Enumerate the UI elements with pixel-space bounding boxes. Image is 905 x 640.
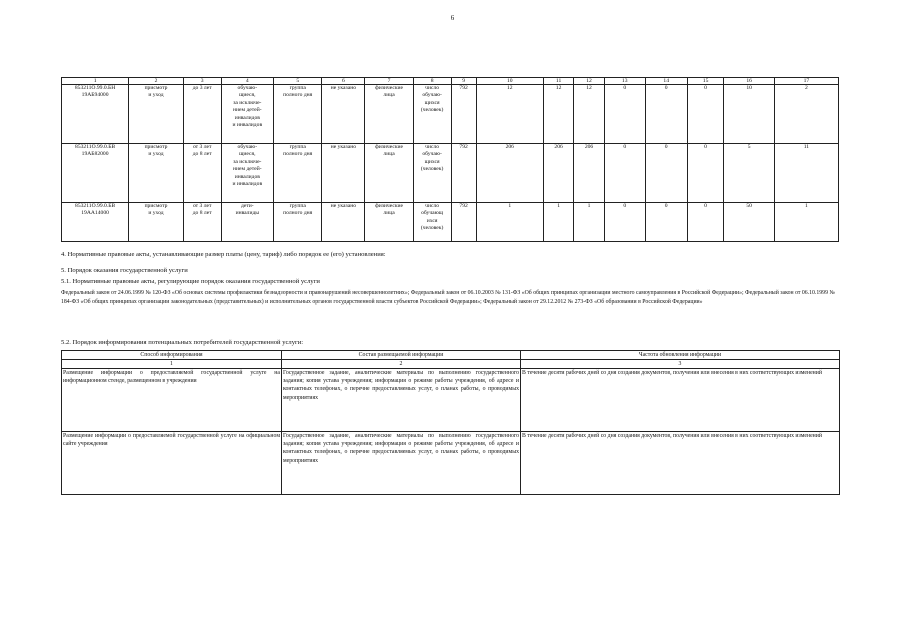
table-cell: присмотр и уход: [129, 144, 184, 203]
table-cell: группа полного дня: [274, 85, 322, 144]
table-cell: 12: [574, 85, 604, 144]
column-number: 9: [451, 78, 476, 85]
table-cell: 0: [604, 85, 645, 144]
table-cell: группа полного дня: [274, 144, 322, 203]
table-cell: 11: [774, 144, 838, 203]
table-cell: 12: [476, 85, 543, 144]
method-cell: Размещение информации о предоставляемой государственной услуге на официальном сайте учреждения: [62, 432, 282, 495]
column-number: 2: [282, 360, 521, 369]
table-cell: физические лица: [365, 85, 413, 144]
column-number: 8: [413, 78, 451, 85]
table-cell: группа полного дня: [274, 203, 322, 242]
column-number: 14: [645, 78, 687, 85]
table-cell: обучаю- щиеся, за исключе- нием детей- инвалидов и инвалидов: [221, 144, 273, 203]
column-number: 17: [774, 78, 838, 85]
table-cell: присмотр и уход: [129, 203, 184, 242]
table-cell: 1: [543, 203, 573, 242]
table-cell: не указано: [322, 85, 365, 144]
table-cell: 0: [687, 85, 724, 144]
page-number: 6: [450, 14, 455, 22]
table-cell: 10: [724, 85, 774, 144]
informing-number-row: [62, 360, 840, 369]
table-cell: 50: [724, 203, 774, 242]
table-cell: от 3 лет до 8 лет: [183, 203, 221, 242]
laws-paragraph: Федеральный закон от 24.06.1999 № 120-ФЗ «Об основах системы профилактики безнадзорности и правонарушений несовершеннолетних»; Федеральный закон от 06.10.2003 № 131-ФЗ «Об общих принципах организации местного самоуправления в Российской Федерации»; Федеральный закон от 06.10.1999 № 184-ФЗ «Об общих принципах организации законодательных (представительных) и исполнительных органов государственной власти субъектов Российской Федерации»; Федеральный закон от 29.12.2012 № 273-ФЗ «Об образовании в Российской Федерации»: [61, 290, 835, 305]
table-cell: 792: [451, 203, 476, 242]
section-5-heading: 5. Порядок оказания государственной услуги: [61, 267, 188, 274]
table-cell: 12: [543, 85, 573, 144]
volume-indicators-table: [61, 77, 839, 242]
header-frequency: Частота обновления информации: [521, 351, 840, 360]
column-number: 16: [724, 78, 774, 85]
table-cell: 853211О.99.0.БВ 19АА14000: [62, 203, 129, 242]
informing-table: [61, 350, 840, 495]
table-cell: 792: [451, 144, 476, 203]
column-number: 2: [129, 78, 184, 85]
table-cell: физические лица: [365, 203, 413, 242]
table-cell: 0: [645, 203, 687, 242]
column-number: 4: [221, 78, 273, 85]
informing-row: [62, 369, 840, 432]
table-cell: 0: [604, 144, 645, 203]
table-cell: 1: [774, 203, 838, 242]
table-cell: число обучающ ихся (человек): [413, 203, 451, 242]
column-number: 1: [62, 78, 129, 85]
content-cell: Государственное задание, аналитические материалы по выполнению государственного задания; копия устава учреждения; информация о режиме работы учреждения, об адресе и контактных телефонах, о перечне предоставляемых услуг, о планах работы, о проводимых мероприятиях: [282, 432, 521, 495]
column-number: 15: [687, 78, 724, 85]
table-cell: 206: [476, 144, 543, 203]
table-cell: 853211О.99.0.БН 19АБ94000: [62, 85, 129, 144]
frequency-cell: В течение десяти рабочих дней со дня создания документов, получения или внесения в них соответствующих изменений: [521, 432, 840, 495]
table-cell: 792: [451, 85, 476, 144]
section-5-2-heading: 5.2. Порядок информирования потенциальных потребителей государственной услуги:: [61, 339, 304, 346]
informing-header-row: [62, 351, 840, 360]
method-cell: Размещение информации о предоставляемой государственной услуге на информационном стенде, размещенном в учреждении: [62, 369, 282, 432]
header-method: Способ информирования: [62, 351, 282, 360]
table-cell: 0: [687, 203, 724, 242]
table-row: [62, 85, 839, 144]
table-header-row: [62, 78, 839, 85]
table-cell: 0: [687, 144, 724, 203]
column-number: 1: [62, 360, 282, 369]
column-number: 10: [476, 78, 543, 85]
column-number: 7: [365, 78, 413, 85]
table-cell: 5: [724, 144, 774, 203]
table-cell: от 3 лет до 8 лет: [183, 144, 221, 203]
content-cell: Государственное задание, аналитические материалы по выполнению государственного задания; копия устава учреждения; информация о режиме работы учреждения, об адресе и контактных телефонах, о перечне предоставляемых услуг, о планах работы, о проводимых мероприятиях: [282, 369, 521, 432]
table-cell: обучаю- щиеся, за исключе- нием детей- инвалидов и инвалидов: [221, 85, 273, 144]
column-number: 11: [543, 78, 573, 85]
table-cell: до 3 лет: [183, 85, 221, 144]
table-cell: 853211О.99.0.БВ 19АБ82000: [62, 144, 129, 203]
informing-row: [62, 432, 840, 495]
column-number: 6: [322, 78, 365, 85]
header-content: Состав размещаемой информации: [282, 351, 521, 360]
table-cell: дети- инвалиды: [221, 203, 273, 242]
table-cell: 1: [476, 203, 543, 242]
table-cell: 0: [645, 144, 687, 203]
table-cell: 0: [645, 85, 687, 144]
section-5-1-heading: 5.1. Нормативные правовые акты, регулирующие порядок оказания государственной услуги: [61, 278, 320, 285]
table-cell: не указано: [322, 144, 365, 203]
table-cell: 0: [604, 203, 645, 242]
column-number: 3: [521, 360, 840, 369]
column-number: 5: [274, 78, 322, 85]
column-number: 3: [183, 78, 221, 85]
table-cell: не указано: [322, 203, 365, 242]
frequency-cell: В течение десяти рабочих дней со дня создания документов, получения или внесения в них соответствующих изменений: [521, 369, 840, 432]
table-row: [62, 144, 839, 203]
section-4-heading: 4. Нормативные правовые акты, устанавливающие размер платы (цену, тариф) либо порядок ее (его) установления:: [61, 251, 386, 258]
column-number: 13: [604, 78, 645, 85]
table-row: [62, 203, 839, 242]
table-cell: присмотр и уход: [129, 85, 184, 144]
column-number: 12: [574, 78, 604, 85]
table-cell: 206: [543, 144, 573, 203]
table-cell: физические лица: [365, 144, 413, 203]
table-cell: число обучаю- щихся (человек): [413, 144, 451, 203]
table-cell: 1: [574, 203, 604, 242]
table-cell: 2: [774, 85, 838, 144]
table-cell: 206: [574, 144, 604, 203]
table-cell: число обучаю- щихся (человек): [413, 85, 451, 144]
